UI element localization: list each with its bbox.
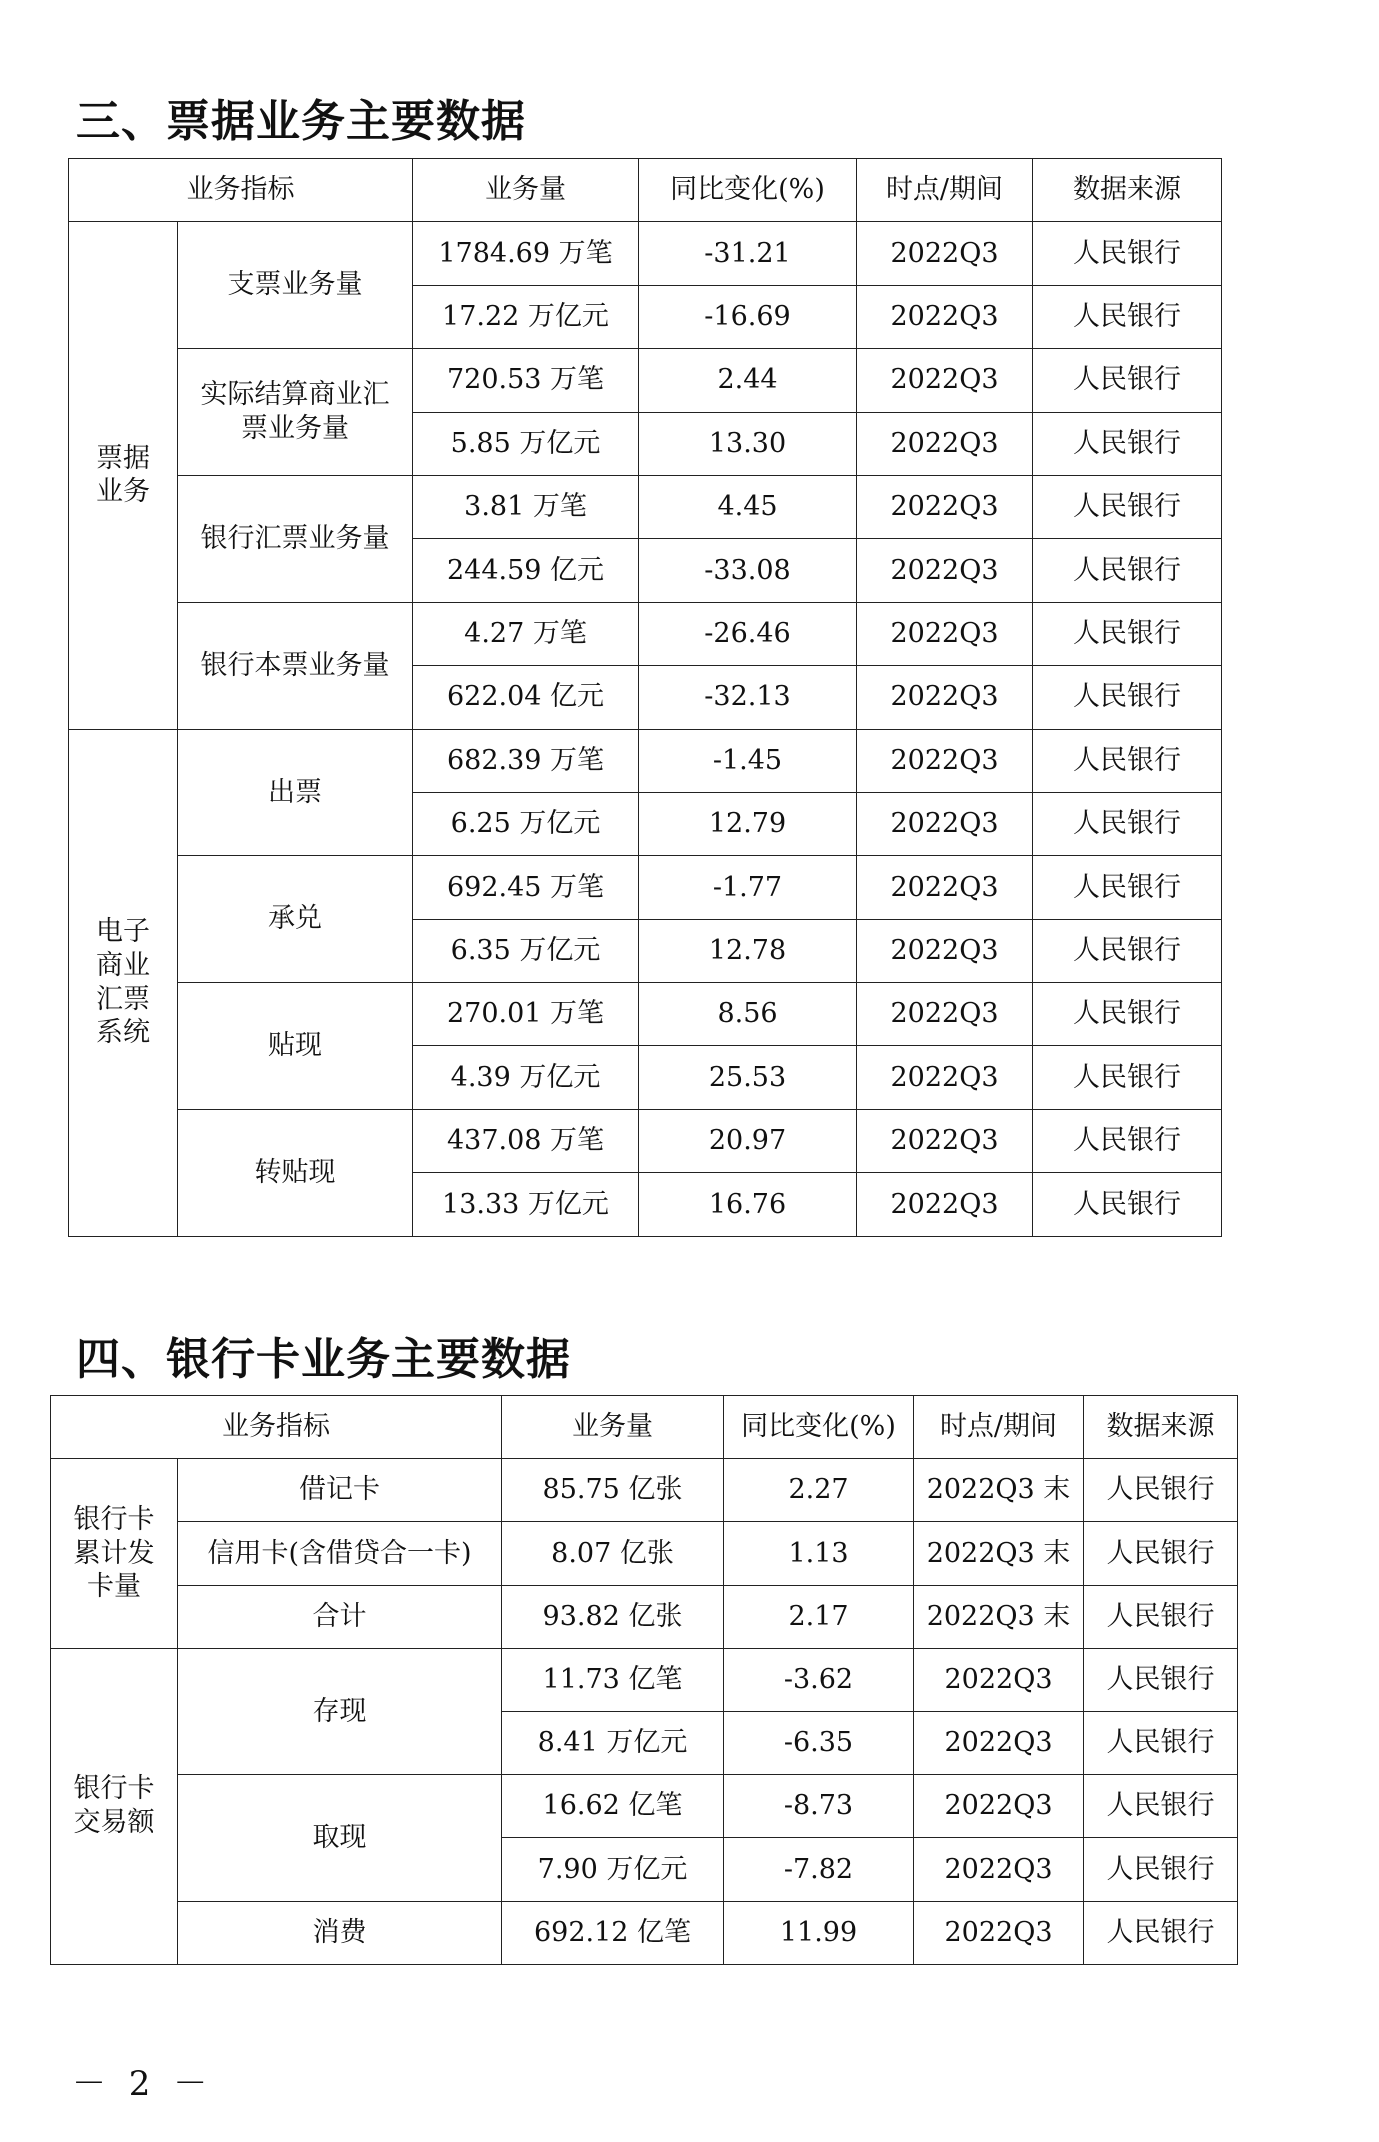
period-cell: 2022Q3 末 <box>914 1459 1084 1522</box>
volume-cell: 3.81 万笔 <box>413 475 639 538</box>
volume-cell: 13.33 万亿元 <box>413 1173 639 1236</box>
volume-cell: 11.73 亿笔 <box>502 1648 724 1711</box>
indicator-name: 实际结算商业汇票业务量 <box>178 349 413 476</box>
indicator-name: 消费 <box>178 1901 502 1964</box>
source-cell: 人民银行 <box>1033 285 1222 348</box>
header-indicator: 业务指标 <box>51 1396 502 1459</box>
source-cell: 人民银行 <box>1084 1459 1238 1522</box>
source-cell: 人民银行 <box>1084 1522 1238 1585</box>
source-cell: 人民银行 <box>1084 1585 1238 1648</box>
volume-cell: 85.75 亿张 <box>502 1459 724 1522</box>
source-cell: 人民银行 <box>1033 983 1222 1046</box>
table-row <box>51 1585 1238 1648</box>
yoy-cell: 8.56 <box>639 983 857 1046</box>
yoy-cell: 2.27 <box>724 1459 914 1522</box>
source-cell: 人民银行 <box>1033 1173 1222 1236</box>
indicator-name: 转贴现 <box>178 1109 413 1236</box>
indicator-name: 贴现 <box>178 983 413 1110</box>
yoy-cell: -33.08 <box>639 539 857 602</box>
yoy-cell: -3.62 <box>724 1648 914 1711</box>
table-row <box>51 1648 1238 1711</box>
volume-cell: 1784.69 万笔 <box>413 222 639 285</box>
yoy-cell: -26.46 <box>639 602 857 665</box>
volume-cell: 4.27 万笔 <box>413 602 639 665</box>
source-cell: 人民银行 <box>1084 1775 1238 1838</box>
table-header-row <box>51 1396 1238 1459</box>
period-cell: 2022Q3 <box>857 539 1033 602</box>
yoy-cell: 12.78 <box>639 919 857 982</box>
table-row <box>69 602 1222 665</box>
table-header-row <box>69 159 1222 222</box>
yoy-cell: -8.73 <box>724 1775 914 1838</box>
volume-cell: 7.90 万亿元 <box>502 1838 724 1901</box>
period-cell: 2022Q3 <box>857 412 1033 475</box>
section-4-title: 四、银行卡业务主要数据 <box>76 1334 571 1385</box>
source-cell: 人民银行 <box>1033 919 1222 982</box>
header-yoy: 同比变化(%) <box>639 159 857 222</box>
period-cell: 2022Q3 <box>857 349 1033 412</box>
header-volume: 业务量 <box>413 159 639 222</box>
volume-cell: 244.59 亿元 <box>413 539 639 602</box>
yoy-cell: 4.45 <box>639 475 857 538</box>
yoy-cell: 2.17 <box>724 1585 914 1648</box>
page-number: － 2 － <box>72 2064 214 2104</box>
table-row <box>69 475 1222 538</box>
volume-cell: 682.39 万笔 <box>413 729 639 792</box>
source-cell: 人民银行 <box>1033 222 1222 285</box>
period-cell: 2022Q3 <box>857 602 1033 665</box>
table-row <box>51 1459 1238 1522</box>
volume-cell: 93.82 亿张 <box>502 1585 724 1648</box>
period-cell: 2022Q3 <box>857 475 1033 538</box>
header-period: 时点/期间 <box>914 1396 1084 1459</box>
header-period: 时点/期间 <box>857 159 1033 222</box>
header-volume: 业务量 <box>502 1396 724 1459</box>
yoy-cell: 2.44 <box>639 349 857 412</box>
yoy-cell: 12.79 <box>639 792 857 855</box>
indicator-name: 银行汇票业务量 <box>178 475 413 602</box>
source-cell: 人民银行 <box>1084 1901 1238 1964</box>
volume-cell: 622.04 亿元 <box>413 666 639 729</box>
table-row <box>69 856 1222 919</box>
yoy-cell: 11.99 <box>724 1901 914 1964</box>
period-cell: 2022Q3 <box>857 856 1033 919</box>
volume-cell: 692.45 万笔 <box>413 856 639 919</box>
yoy-cell: 20.97 <box>639 1109 857 1172</box>
yoy-cell: 13.30 <box>639 412 857 475</box>
volume-cell: 5.85 万亿元 <box>413 412 639 475</box>
yoy-cell: -31.21 <box>639 222 857 285</box>
table-row <box>69 983 1222 1046</box>
table-row <box>51 1522 1238 1585</box>
table-row <box>51 1775 1238 1838</box>
yoy-cell: -6.35 <box>724 1711 914 1774</box>
header-indicator: 业务指标 <box>69 159 413 222</box>
period-cell: 2022Q3 <box>857 1109 1033 1172</box>
header-source: 数据来源 <box>1033 159 1222 222</box>
indicator-name: 存现 <box>178 1648 502 1774</box>
group-label-bill: 票据业务 <box>69 222 178 729</box>
volume-cell: 6.35 万亿元 <box>413 919 639 982</box>
indicator-name: 合计 <box>178 1585 502 1648</box>
period-cell: 2022Q3 <box>914 1901 1084 1964</box>
yoy-cell: 16.76 <box>639 1173 857 1236</box>
header-source: 数据来源 <box>1084 1396 1238 1459</box>
table-row <box>51 1901 1238 1964</box>
volume-cell: 437.08 万笔 <box>413 1109 639 1172</box>
group-label-ecds: 电子商业汇票系统 <box>69 729 178 1236</box>
indicator-name: 出票 <box>178 729 413 856</box>
bank-card-table <box>50 1395 1238 1965</box>
group-label-issued: 银行卡累计发卡量 <box>51 1459 178 1649</box>
volume-cell: 16.62 亿笔 <box>502 1775 724 1838</box>
indicator-name: 借记卡 <box>178 1459 502 1522</box>
source-cell: 人民银行 <box>1033 1046 1222 1109</box>
period-cell: 2022Q3 <box>914 1648 1084 1711</box>
period-cell: 2022Q3 <box>857 919 1033 982</box>
period-cell: 2022Q3 <box>857 729 1033 792</box>
period-cell: 2022Q3 <box>914 1775 1084 1838</box>
period-cell: 2022Q3 末 <box>914 1522 1084 1585</box>
source-cell: 人民银行 <box>1033 666 1222 729</box>
source-cell: 人民银行 <box>1033 349 1222 412</box>
indicator-name: 银行本票业务量 <box>178 602 413 729</box>
period-cell: 2022Q3 <box>857 222 1033 285</box>
volume-cell: 17.22 万亿元 <box>413 285 639 348</box>
section-3-title: 三、票据业务主要数据 <box>76 96 526 147</box>
yoy-cell: -32.13 <box>639 666 857 729</box>
source-cell: 人民银行 <box>1033 602 1222 665</box>
source-cell: 人民银行 <box>1084 1838 1238 1901</box>
table-row <box>69 1109 1222 1172</box>
yoy-cell: -7.82 <box>724 1838 914 1901</box>
bill-business-table <box>68 158 1222 1237</box>
source-cell: 人民银行 <box>1084 1648 1238 1711</box>
source-cell: 人民银行 <box>1033 856 1222 919</box>
period-cell: 2022Q3 <box>857 1173 1033 1236</box>
indicator-name: 承兑 <box>178 856 413 983</box>
yoy-cell: 1.13 <box>724 1522 914 1585</box>
period-cell: 2022Q3 末 <box>914 1585 1084 1648</box>
header-yoy: 同比变化(%) <box>724 1396 914 1459</box>
volume-cell: 8.07 亿张 <box>502 1522 724 1585</box>
source-cell: 人民银行 <box>1033 792 1222 855</box>
table-row <box>69 729 1222 792</box>
period-cell: 2022Q3 <box>857 1046 1033 1109</box>
period-cell: 2022Q3 <box>857 666 1033 729</box>
yoy-cell: 25.53 <box>639 1046 857 1109</box>
period-cell: 2022Q3 <box>914 1711 1084 1774</box>
table-row <box>69 349 1222 412</box>
volume-cell: 8.41 万亿元 <box>502 1711 724 1774</box>
yoy-cell: -1.77 <box>639 856 857 919</box>
period-cell: 2022Q3 <box>914 1838 1084 1901</box>
yoy-cell: -16.69 <box>639 285 857 348</box>
source-cell: 人民银行 <box>1033 729 1222 792</box>
source-cell: 人民银行 <box>1033 539 1222 602</box>
source-cell: 人民银行 <box>1033 412 1222 475</box>
period-cell: 2022Q3 <box>857 285 1033 348</box>
indicator-name: 取现 <box>178 1775 502 1901</box>
source-cell: 人民银行 <box>1084 1711 1238 1774</box>
volume-cell: 692.12 亿笔 <box>502 1901 724 1964</box>
indicator-name: 信用卡(含借贷合一卡) <box>178 1522 502 1585</box>
volume-cell: 270.01 万笔 <box>413 983 639 1046</box>
group-label-transactions: 银行卡交易额 <box>51 1648 178 1964</box>
period-cell: 2022Q3 <box>857 792 1033 855</box>
yoy-cell: -1.45 <box>639 729 857 792</box>
volume-cell: 4.39 万亿元 <box>413 1046 639 1109</box>
period-cell: 2022Q3 <box>857 983 1033 1046</box>
table-row <box>69 222 1222 285</box>
volume-cell: 720.53 万笔 <box>413 349 639 412</box>
indicator-name: 支票业务量 <box>178 222 413 349</box>
volume-cell: 6.25 万亿元 <box>413 792 639 855</box>
source-cell: 人民银行 <box>1033 475 1222 538</box>
source-cell: 人民银行 <box>1033 1109 1222 1172</box>
